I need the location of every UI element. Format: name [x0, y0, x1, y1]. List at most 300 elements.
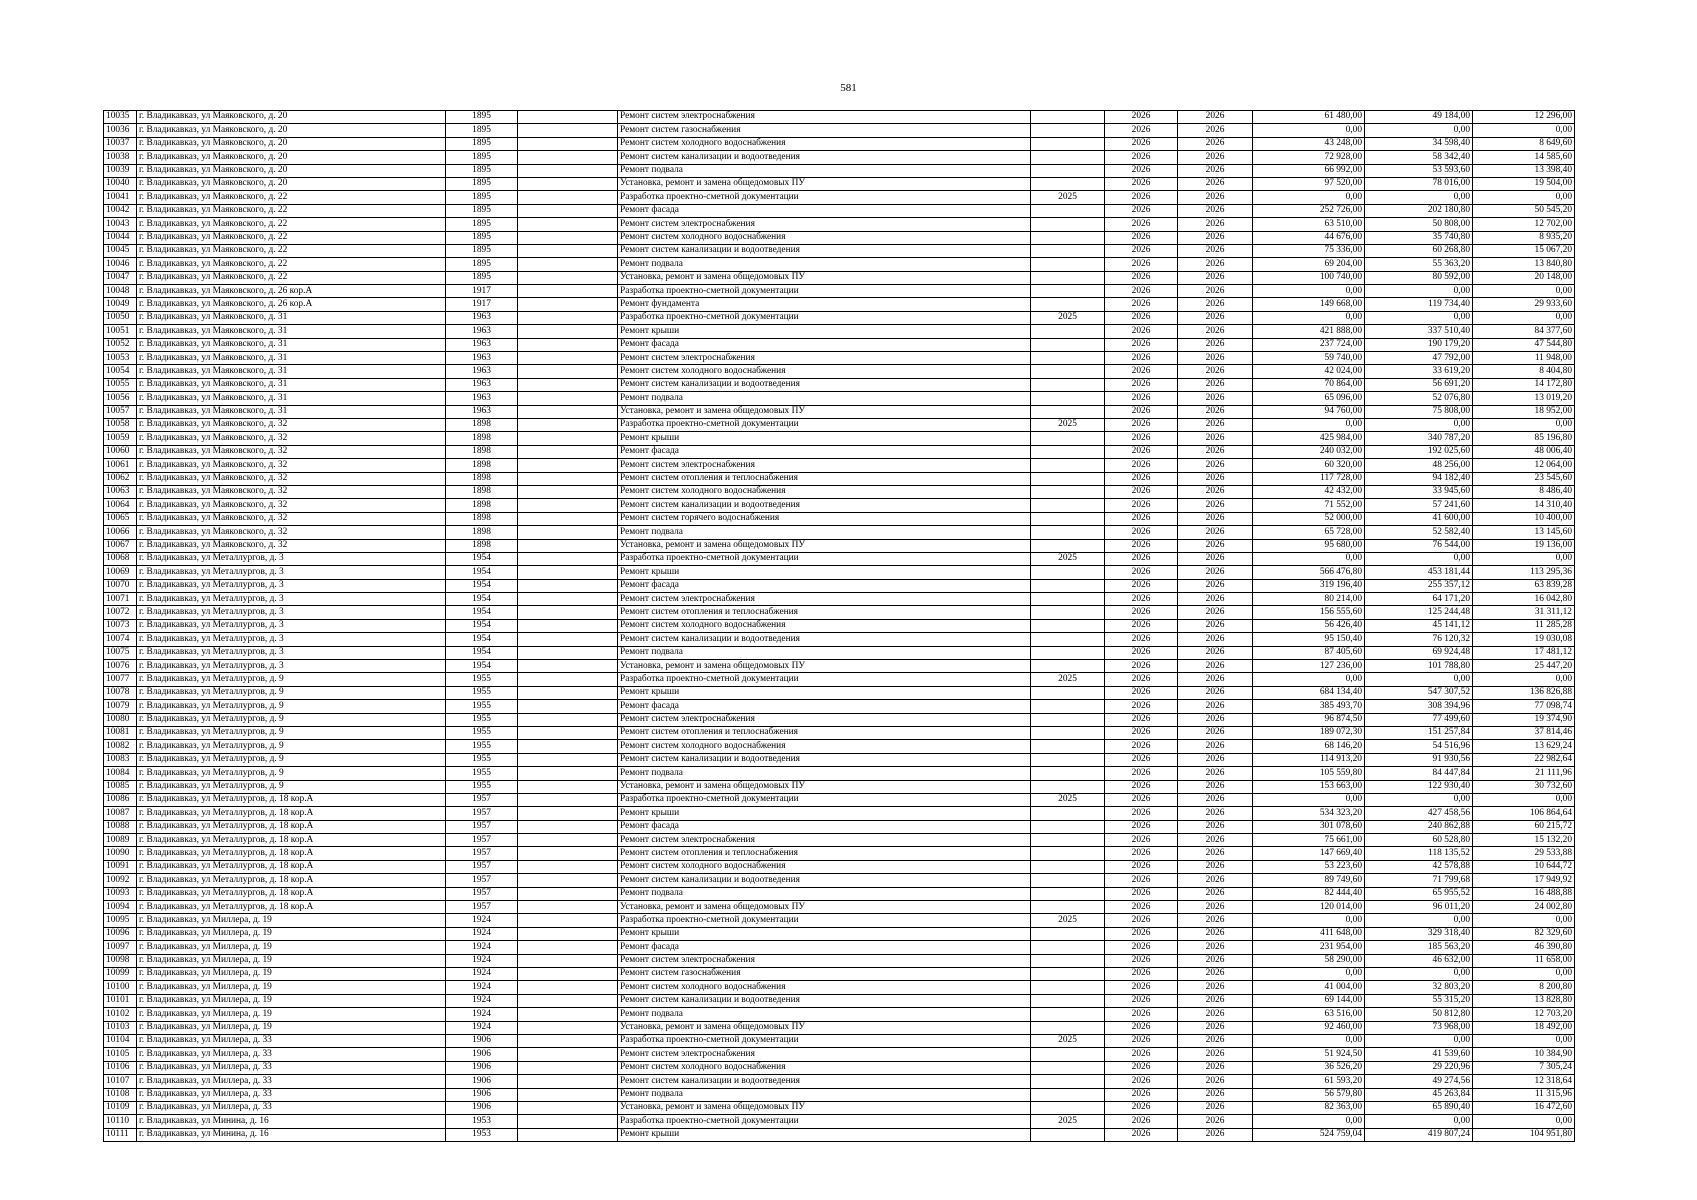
owner-cost-cell: 11 285,28 [1473, 619, 1575, 632]
address-cell: г. Владикавказ, ул Металлургов, д. 18 кор.А [137, 820, 446, 833]
owner-cost-cell: 31 311,12 [1473, 606, 1575, 619]
owner-cost-cell: 0,00 [1473, 552, 1575, 565]
table-row [104, 151, 1575, 164]
design-year-cell [1031, 887, 1105, 900]
table-row [104, 874, 1575, 887]
fund-cost-cell: 73 968,00 [1365, 1021, 1473, 1034]
row-number-cell: 10110 [104, 1115, 137, 1128]
table-row [104, 526, 1575, 539]
total-cost-cell: 87 405,60 [1253, 646, 1365, 659]
total-cost-cell: 0,00 [1253, 552, 1365, 565]
work-type-cell: Разработка проектно-сметной документации [618, 418, 1031, 431]
start-year-cell: 2026 [1105, 204, 1178, 217]
start-year-cell: 2026 [1105, 686, 1178, 699]
table-row [104, 1061, 1575, 1074]
blank-cell [518, 1128, 618, 1141]
table-row [104, 914, 1575, 927]
total-cost-cell: 41 004,00 [1253, 981, 1365, 994]
year-built-cell: 1924 [446, 968, 518, 981]
start-year-cell: 2026 [1105, 673, 1178, 686]
design-year-cell: 2025 [1031, 191, 1105, 204]
address-cell: г. Владикавказ, ул Металлургов, д. 3 [137, 552, 446, 565]
blank-cell [518, 459, 618, 472]
address-cell: г. Владикавказ, ул Миллера, д. 19 [137, 981, 446, 994]
start-year-cell: 2026 [1105, 1061, 1178, 1074]
end-year-cell: 2026 [1178, 552, 1253, 565]
table-row [104, 191, 1575, 204]
design-year-cell [1031, 994, 1105, 1007]
start-year-cell: 2026 [1105, 579, 1178, 592]
address-cell: г. Владикавказ, ул Маяковского, д. 31 [137, 405, 446, 418]
total-cost-cell: 75 661,00 [1253, 834, 1365, 847]
design-year-cell [1031, 968, 1105, 981]
table-row [104, 619, 1575, 632]
blank-cell [518, 485, 618, 498]
row-number-cell: 10069 [104, 566, 137, 579]
end-year-cell: 2026 [1178, 499, 1253, 512]
work-type-cell: Ремонт фасада [618, 445, 1031, 458]
address-cell: г. Владикавказ, ул Маяковского, д. 31 [137, 392, 446, 405]
design-year-cell [1031, 753, 1105, 766]
total-cost-cell: 385 493,70 [1253, 700, 1365, 713]
owner-cost-cell: 7 305,24 [1473, 1061, 1575, 1074]
address-cell: г. Владикавказ, ул Маяковского, д. 32 [137, 418, 446, 431]
design-year-cell: 2025 [1031, 552, 1105, 565]
year-built-cell: 1954 [446, 646, 518, 659]
work-type-cell: Ремонт систем отопления и теплоснабжения [618, 726, 1031, 739]
row-number-cell: 10073 [104, 619, 137, 632]
page-number: 581 [840, 82, 857, 94]
address-cell: г. Владикавказ, ул Миллера, д. 33 [137, 1101, 446, 1114]
row-number-cell: 10091 [104, 860, 137, 873]
start-year-cell: 2026 [1105, 834, 1178, 847]
blank-cell [518, 405, 618, 418]
owner-cost-cell: 48 006,40 [1473, 445, 1575, 458]
owner-cost-cell: 63 839,28 [1473, 579, 1575, 592]
owner-cost-cell: 15 067,20 [1473, 244, 1575, 257]
owner-cost-cell: 16 488,88 [1473, 887, 1575, 900]
start-year-cell: 2026 [1105, 1115, 1178, 1128]
table-row [104, 218, 1575, 231]
total-cost-cell: 240 032,00 [1253, 445, 1365, 458]
design-year-cell [1031, 726, 1105, 739]
total-cost-cell: 97 520,00 [1253, 177, 1365, 190]
blank-cell [518, 834, 618, 847]
total-cost-cell: 252 726,00 [1253, 204, 1365, 217]
total-cost-cell: 42 432,00 [1253, 485, 1365, 498]
row-number-cell: 10080 [104, 713, 137, 726]
fund-cost-cell: 0,00 [1365, 968, 1473, 981]
address-cell: г. Владикавказ, ул Металлургов, д. 9 [137, 767, 446, 780]
year-built-cell: 1906 [446, 1088, 518, 1101]
fund-cost-cell: 0,00 [1365, 285, 1473, 298]
year-built-cell: 1955 [446, 713, 518, 726]
total-cost-cell: 44 676,00 [1253, 231, 1365, 244]
fund-cost-cell: 0,00 [1365, 914, 1473, 927]
work-type-cell: Ремонт систем холодного водоснабжения [618, 485, 1031, 498]
owner-cost-cell: 11 658,00 [1473, 954, 1575, 967]
start-year-cell: 2026 [1105, 1101, 1178, 1114]
row-number-cell: 10060 [104, 445, 137, 458]
row-number-cell: 10045 [104, 244, 137, 257]
row-number-cell: 10106 [104, 1061, 137, 1074]
owner-cost-cell: 13 398,40 [1473, 164, 1575, 177]
total-cost-cell: 92 460,00 [1253, 1021, 1365, 1034]
total-cost-cell: 566 476,80 [1253, 566, 1365, 579]
work-type-cell: Ремонт крыши [618, 686, 1031, 699]
total-cost-cell: 96 874,50 [1253, 713, 1365, 726]
work-type-cell: Установка, ремонт и замена общедомовых ПУ [618, 271, 1031, 284]
end-year-cell: 2026 [1178, 673, 1253, 686]
fund-cost-cell: 119 734,40 [1365, 298, 1473, 311]
fund-cost-cell: 96 011,20 [1365, 901, 1473, 914]
end-year-cell: 2026 [1178, 914, 1253, 927]
row-number-cell: 10105 [104, 1048, 137, 1061]
address-cell: г. Владикавказ, ул Маяковского, д. 32 [137, 445, 446, 458]
start-year-cell: 2026 [1105, 526, 1178, 539]
total-cost-cell: 95 150,40 [1253, 633, 1365, 646]
work-type-cell: Ремонт систем холодного водоснабжения [618, 1061, 1031, 1074]
total-cost-cell: 69 144,00 [1253, 994, 1365, 1007]
address-cell: г. Владикавказ, ул Металлургов, д. 3 [137, 646, 446, 659]
total-cost-cell: 42 024,00 [1253, 365, 1365, 378]
year-built-cell: 1954 [446, 619, 518, 632]
table-row [104, 285, 1575, 298]
blank-cell [518, 151, 618, 164]
table-row [104, 1128, 1575, 1141]
fund-cost-cell: 547 307,52 [1365, 686, 1473, 699]
fund-cost-cell: 71 799,68 [1365, 874, 1473, 887]
year-built-cell: 1906 [446, 1034, 518, 1047]
end-year-cell: 2026 [1178, 392, 1253, 405]
start-year-cell: 2026 [1105, 1128, 1178, 1141]
work-type-cell: Ремонт систем канализации и водоотведения [618, 753, 1031, 766]
total-cost-cell: 43 248,00 [1253, 137, 1365, 150]
total-cost-cell: 117 728,00 [1253, 472, 1365, 485]
start-year-cell: 2026 [1105, 820, 1178, 833]
start-year-cell: 2026 [1105, 660, 1178, 673]
end-year-cell: 2026 [1178, 860, 1253, 873]
total-cost-cell: 71 552,00 [1253, 499, 1365, 512]
design-year-cell [1031, 927, 1105, 940]
owner-cost-cell: 18 492,00 [1473, 1021, 1575, 1034]
year-built-cell: 1957 [446, 793, 518, 806]
design-year-cell [1031, 834, 1105, 847]
blank-cell [518, 994, 618, 1007]
fund-cost-cell: 29 220,96 [1365, 1061, 1473, 1074]
owner-cost-cell: 22 982,64 [1473, 753, 1575, 766]
year-built-cell: 1957 [446, 807, 518, 820]
blank-cell [518, 820, 618, 833]
year-built-cell: 1895 [446, 164, 518, 177]
work-type-cell: Ремонт фасада [618, 338, 1031, 351]
table-row [104, 941, 1575, 954]
year-built-cell: 1906 [446, 1075, 518, 1088]
table-row [104, 820, 1575, 833]
fund-cost-cell: 0,00 [1365, 1115, 1473, 1128]
design-year-cell [1031, 820, 1105, 833]
end-year-cell: 2026 [1178, 1048, 1253, 1061]
fund-cost-cell: 190 179,20 [1365, 338, 1473, 351]
end-year-cell: 2026 [1178, 1021, 1253, 1034]
table-row [104, 834, 1575, 847]
start-year-cell: 2026 [1105, 392, 1178, 405]
row-number-cell: 10054 [104, 365, 137, 378]
row-number-cell: 10063 [104, 485, 137, 498]
blank-cell [518, 378, 618, 391]
address-cell: г. Владикавказ, ул Металлургов, д. 3 [137, 593, 446, 606]
year-built-cell: 1898 [446, 526, 518, 539]
fund-cost-cell: 329 318,40 [1365, 927, 1473, 940]
row-number-cell: 10047 [104, 271, 137, 284]
end-year-cell: 2026 [1178, 981, 1253, 994]
address-cell: г. Владикавказ, ул Миллера, д. 33 [137, 1034, 446, 1047]
start-year-cell: 2026 [1105, 968, 1178, 981]
table-row [104, 901, 1575, 914]
start-year-cell: 2026 [1105, 177, 1178, 190]
start-year-cell: 2026 [1105, 311, 1178, 324]
fund-cost-cell: 0,00 [1365, 191, 1473, 204]
blank-cell [518, 271, 618, 284]
start-year-cell: 2026 [1105, 780, 1178, 793]
work-type-cell: Ремонт фасада [618, 579, 1031, 592]
work-type-cell: Ремонт подвала [618, 646, 1031, 659]
row-number-cell: 10040 [104, 177, 137, 190]
fund-cost-cell: 49 274,56 [1365, 1075, 1473, 1088]
year-built-cell: 1895 [446, 244, 518, 257]
row-number-cell: 10039 [104, 164, 137, 177]
fund-cost-cell: 53 593,60 [1365, 164, 1473, 177]
year-built-cell: 1898 [446, 432, 518, 445]
owner-cost-cell: 10 400,00 [1473, 512, 1575, 525]
total-cost-cell: 127 236,00 [1253, 660, 1365, 673]
row-number-cell: 10066 [104, 526, 137, 539]
design-year-cell [1031, 352, 1105, 365]
owner-cost-cell: 50 545,20 [1473, 204, 1575, 217]
work-type-cell: Разработка проектно-сметной документации [618, 914, 1031, 927]
end-year-cell: 2026 [1178, 164, 1253, 177]
work-type-cell: Ремонт фасада [618, 204, 1031, 217]
row-number-cell: 10074 [104, 633, 137, 646]
fund-cost-cell: 41 600,00 [1365, 512, 1473, 525]
start-year-cell: 2026 [1105, 874, 1178, 887]
table-row [104, 365, 1575, 378]
table-row [104, 338, 1575, 351]
table-row [104, 700, 1575, 713]
blank-cell [518, 927, 618, 940]
blank-cell [518, 807, 618, 820]
fund-cost-cell: 55 315,20 [1365, 994, 1473, 1007]
design-year-cell: 2025 [1031, 1034, 1105, 1047]
design-year-cell [1031, 325, 1105, 338]
year-built-cell: 1957 [446, 820, 518, 833]
end-year-cell: 2026 [1178, 1101, 1253, 1114]
work-type-cell: Ремонт крыши [618, 927, 1031, 940]
owner-cost-cell: 21 111,96 [1473, 767, 1575, 780]
design-year-cell [1031, 1021, 1105, 1034]
blank-cell [518, 432, 618, 445]
table-row [104, 271, 1575, 284]
address-cell: г. Владикавказ, ул Маяковского, д. 20 [137, 151, 446, 164]
year-built-cell: 1924 [446, 994, 518, 1007]
table-row [104, 740, 1575, 753]
total-cost-cell: 0,00 [1253, 673, 1365, 686]
work-type-cell: Ремонт систем горячего водоснабжения [618, 512, 1031, 525]
design-year-cell [1031, 338, 1105, 351]
row-number-cell: 10079 [104, 700, 137, 713]
total-cost-cell: 51 924,50 [1253, 1048, 1365, 1061]
blank-cell [518, 1075, 618, 1088]
blank-cell [518, 954, 618, 967]
start-year-cell: 2026 [1105, 271, 1178, 284]
start-year-cell: 2026 [1105, 566, 1178, 579]
total-cost-cell: 100 740,00 [1253, 271, 1365, 284]
design-year-cell [1031, 981, 1105, 994]
year-built-cell: 1906 [446, 1101, 518, 1114]
fund-cost-cell: 75 808,00 [1365, 405, 1473, 418]
design-year-cell [1031, 1061, 1105, 1074]
year-built-cell: 1963 [446, 338, 518, 351]
work-type-cell: Ремонт подвала [618, 767, 1031, 780]
table-row [104, 177, 1575, 190]
end-year-cell: 2026 [1178, 753, 1253, 766]
fund-cost-cell: 41 539,60 [1365, 1048, 1473, 1061]
design-year-cell [1031, 445, 1105, 458]
blank-cell [518, 204, 618, 217]
owner-cost-cell: 13 019,20 [1473, 392, 1575, 405]
blank-cell [518, 218, 618, 231]
blank-cell [518, 633, 618, 646]
blank-cell [518, 660, 618, 673]
work-type-cell: Ремонт систем электроснабжения [618, 111, 1031, 124]
start-year-cell: 2026 [1105, 352, 1178, 365]
address-cell: г. Владикавказ, ул Металлургов, д. 3 [137, 579, 446, 592]
fund-cost-cell: 49 184,00 [1365, 111, 1473, 124]
start-year-cell: 2026 [1105, 941, 1178, 954]
table-row [104, 1101, 1575, 1114]
design-year-cell [1031, 740, 1105, 753]
blank-cell [518, 981, 618, 994]
year-built-cell: 1955 [446, 767, 518, 780]
work-type-cell: Установка, ремонт и замена общедомовых ПУ [618, 660, 1031, 673]
blank-cell [518, 392, 618, 405]
total-cost-cell: 75 336,00 [1253, 244, 1365, 257]
end-year-cell: 2026 [1178, 191, 1253, 204]
blank-cell [518, 352, 618, 365]
row-number-cell: 10051 [104, 325, 137, 338]
total-cost-cell: 94 760,00 [1253, 405, 1365, 418]
end-year-cell: 2026 [1178, 646, 1253, 659]
address-cell: г. Владикавказ, ул Маяковского, д. 31 [137, 365, 446, 378]
start-year-cell: 2026 [1105, 432, 1178, 445]
fund-cost-cell: 34 598,40 [1365, 137, 1473, 150]
address-cell: г. Владикавказ, ул Маяковского, д. 22 [137, 271, 446, 284]
work-type-cell: Ремонт фасада [618, 700, 1031, 713]
work-type-cell: Разработка проектно-сметной документации [618, 311, 1031, 324]
row-number-cell: 10103 [104, 1021, 137, 1034]
owner-cost-cell: 13 145,60 [1473, 526, 1575, 539]
work-type-cell: Ремонт систем электроснабжения [618, 713, 1031, 726]
design-year-cell [1031, 111, 1105, 124]
blank-cell [518, 793, 618, 806]
start-year-cell: 2026 [1105, 1034, 1178, 1047]
year-built-cell: 1963 [446, 392, 518, 405]
start-year-cell: 2026 [1105, 753, 1178, 766]
year-built-cell: 1895 [446, 124, 518, 137]
total-cost-cell: 0,00 [1253, 311, 1365, 324]
table-row [104, 1048, 1575, 1061]
work-type-cell: Ремонт подвала [618, 526, 1031, 539]
row-number-cell: 10093 [104, 887, 137, 900]
table-row [104, 298, 1575, 311]
owner-cost-cell: 47 544,80 [1473, 338, 1575, 351]
total-cost-cell: 114 913,20 [1253, 753, 1365, 766]
end-year-cell: 2026 [1178, 820, 1253, 833]
start-year-cell: 2026 [1105, 258, 1178, 271]
total-cost-cell: 59 740,00 [1253, 352, 1365, 365]
end-year-cell: 2026 [1178, 686, 1253, 699]
owner-cost-cell: 46 390,80 [1473, 941, 1575, 954]
fund-cost-cell: 33 945,60 [1365, 485, 1473, 498]
end-year-cell: 2026 [1178, 1034, 1253, 1047]
work-type-cell: Ремонт систем отопления и теплоснабжения [618, 606, 1031, 619]
year-built-cell: 1895 [446, 151, 518, 164]
end-year-cell: 2026 [1178, 137, 1253, 150]
start-year-cell: 2026 [1105, 619, 1178, 632]
table-row [104, 767, 1575, 780]
end-year-cell: 2026 [1178, 1128, 1253, 1141]
end-year-cell: 2026 [1178, 606, 1253, 619]
owner-cost-cell: 20 148,00 [1473, 271, 1575, 284]
work-type-cell: Установка, ремонт и замена общедомовых ПУ [618, 1021, 1031, 1034]
year-built-cell: 1955 [446, 726, 518, 739]
year-built-cell: 1954 [446, 660, 518, 673]
start-year-cell: 2026 [1105, 981, 1178, 994]
address-cell: г. Владикавказ, ул Миллера, д. 33 [137, 1048, 446, 1061]
fund-cost-cell: 419 807,24 [1365, 1128, 1473, 1141]
row-number-cell: 10111 [104, 1128, 137, 1141]
row-number-cell: 10044 [104, 231, 137, 244]
owner-cost-cell: 12 703,20 [1473, 1008, 1575, 1021]
end-year-cell: 2026 [1178, 459, 1253, 472]
design-year-cell: 2025 [1031, 1115, 1105, 1128]
design-year-cell [1031, 137, 1105, 150]
start-year-cell: 2026 [1105, 512, 1178, 525]
year-built-cell: 1957 [446, 860, 518, 873]
row-number-cell: 10094 [104, 901, 137, 914]
blank-cell [518, 713, 618, 726]
fund-cost-cell: 50 808,00 [1365, 218, 1473, 231]
blank-cell [518, 472, 618, 485]
work-type-cell: Ремонт систем газоснабжения [618, 124, 1031, 137]
row-number-cell: 10059 [104, 432, 137, 445]
table-row [104, 927, 1575, 940]
year-built-cell: 1954 [446, 593, 518, 606]
row-number-cell: 10098 [104, 954, 137, 967]
total-cost-cell: 237 724,00 [1253, 338, 1365, 351]
row-number-cell: 10048 [104, 285, 137, 298]
total-cost-cell: 147 669,40 [1253, 847, 1365, 860]
start-year-cell: 2026 [1105, 700, 1178, 713]
end-year-cell: 2026 [1178, 311, 1253, 324]
blank-cell [518, 298, 618, 311]
address-cell: г. Владикавказ, ул Маяковского, д. 32 [137, 512, 446, 525]
start-year-cell: 2026 [1105, 633, 1178, 646]
start-year-cell: 2026 [1105, 552, 1178, 565]
end-year-cell: 2026 [1178, 941, 1253, 954]
fund-cost-cell: 58 342,40 [1365, 151, 1473, 164]
table-row [104, 753, 1575, 766]
